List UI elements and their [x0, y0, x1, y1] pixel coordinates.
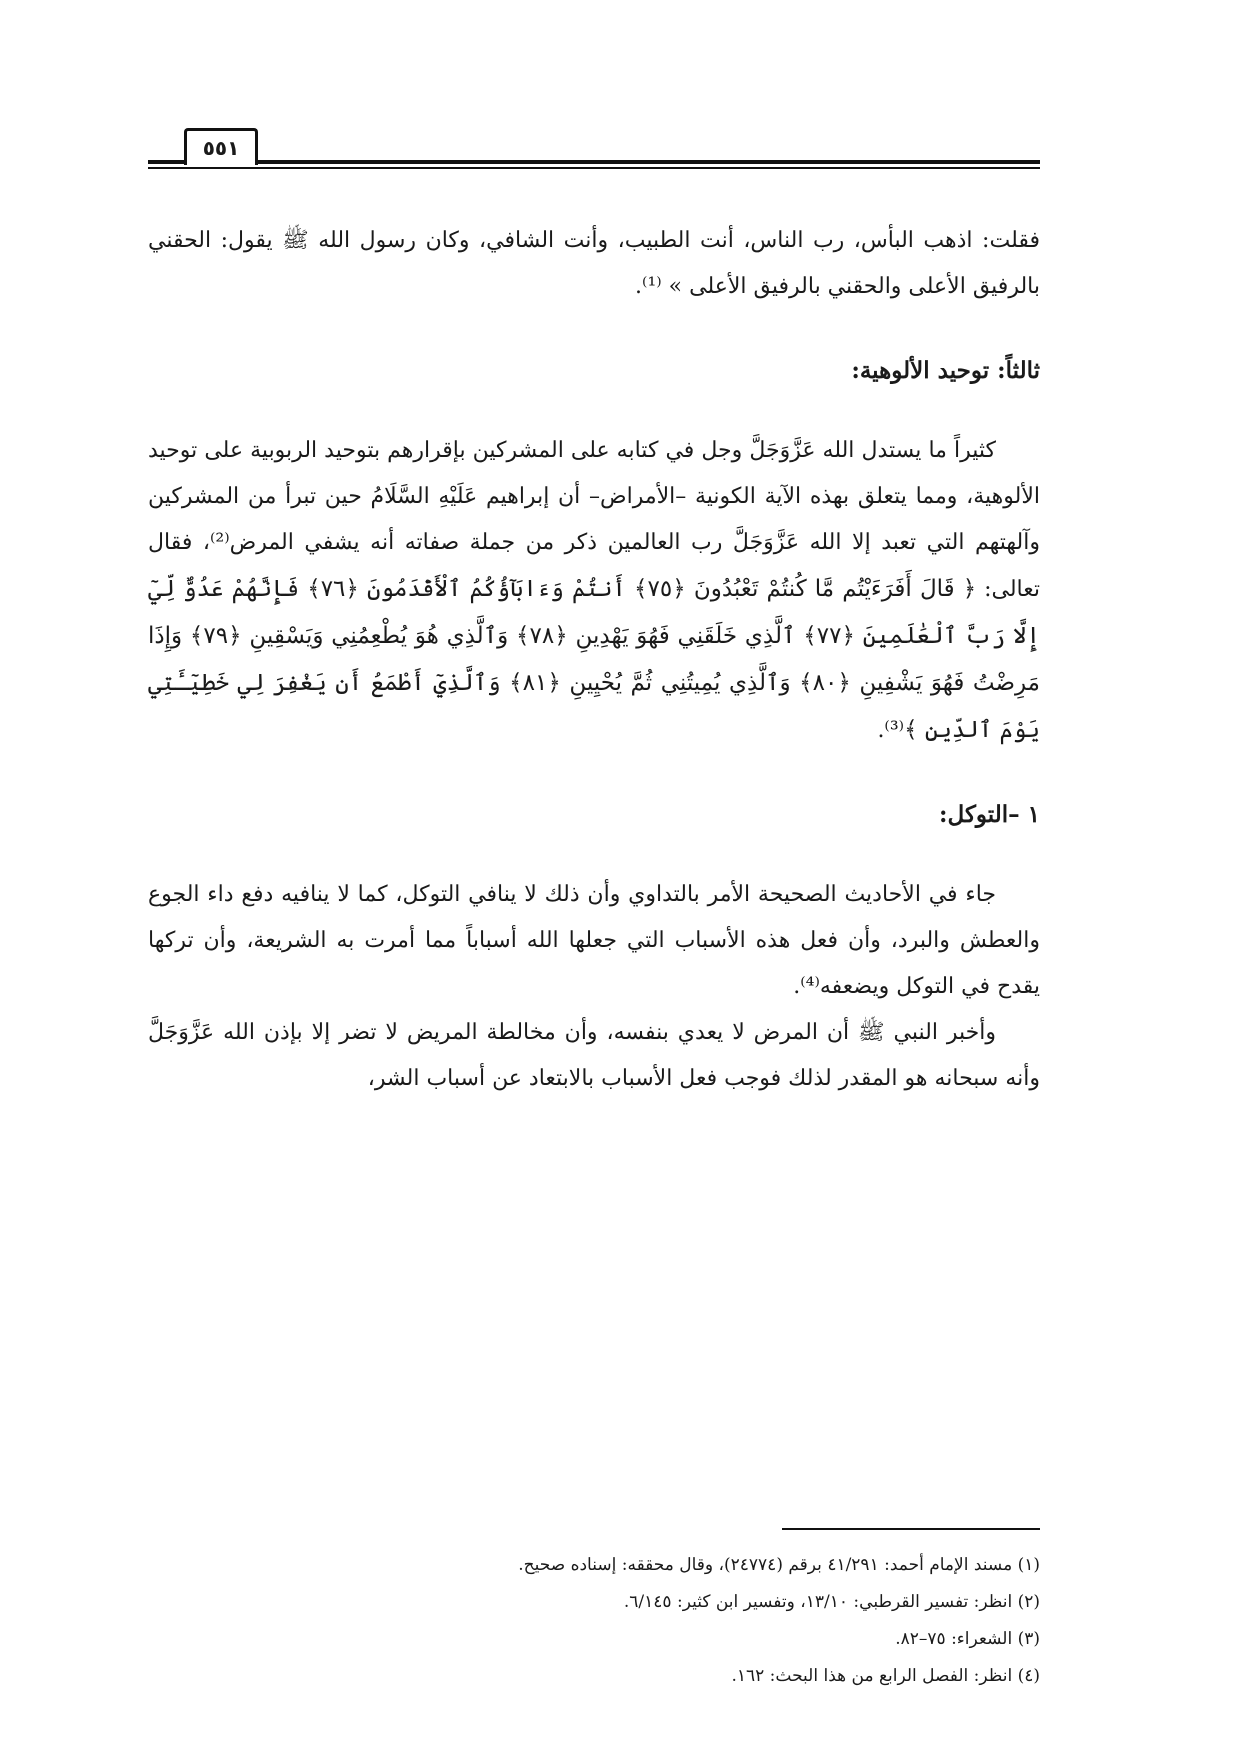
heading-tawakkul: ١ –التوكل: [939, 801, 1040, 828]
header-rule-thick [148, 160, 1040, 164]
paragraph-tawakkul: جاء في الأحاديث الصحيحة الأمر بالتداوي وأن ذلك لا ينافي التوكل، كما لا ينافيه دفع داء الجوع والعطش والبرد، وأن فعل هذه الأسباب التي جعلها الله أسباباً مما أمرت به الشريعة، وأن تركها يقدح في التوكل ويضعفه⁽⁴⁾. [148, 882, 1040, 999]
heading-tawhid-uluhiyya: ثالثاً: توحيد الألوهية: [851, 357, 1040, 384]
footnote-ref-3: ⁽³⁾. [877, 718, 905, 743]
page-number: ٥٥١ [184, 128, 258, 165]
main-text [148, 218, 1040, 1102]
footnote-1: (١) مسند الإمام أحمد: ٤١/٢٩١ برقم (٢٤٧٧٤)، وقال محققه: إسناده صحيح. [518, 1555, 1040, 1575]
page-header [148, 128, 1040, 168]
footnote-3: (٣) الشعراء: ٧٥–٨٢. [895, 1629, 1040, 1649]
paragraph-contagion: وأخبر النبي ﷺ أن المرض لا يعدي بنفسه، وأن مخالطة المريض لا تضر إلا بإذن الله عَزَّوَجَلَّ وأنه سبحانه هو المقدر لذلك فوجب فعل الأسباب بالابتعاد عن أسباب الشر، [148, 1020, 1040, 1091]
footnote-2: (٢) انظر: تفسير القرطبي: ١٣/١٠، وتفسير ابن كثير: ٦/١٤٥. [623, 1592, 1040, 1612]
footnote-4: (٤) انظر: الفصل الرابع من هذا البحث: ١٦٢. [731, 1666, 1040, 1686]
quran-verses: ﴿ قَالَ أَفَرَءَيْتُم مَّا كُنتُمْ تَعْبُدُونَ ﴿٧٥﴾ أَنتُمْ وَءَابَآؤُكُمُ ٱلْأَقْدَمُونَ ﴿٧٦﴾ فَإِنَّهُمْ عَدُوٌّ لِّيٓ إِلَّا رَبَّ ٱلْعَٰلَمِينَ ﴿٧٧﴾ ٱلَّذِي خَلَقَنِي فَهُوَ يَهْدِينِ ﴿٧٨﴾ وَٱلَّذِي هُوَ يُطْعِمُنِي وَيَسْقِينِ ﴿٧٩﴾ وَإِذَا مَرِضْتُ فَهُوَ يَشْفِينِ ﴿٨٠﴾ وَٱلَّذِي يُمِيتُنِي ثُمَّ يُحْيِينِ ﴿٨١﴾ وَٱلَّذِيٓ أَطْمَعُ أَن يَغْفِرَ لِي خَطِيٓـَٔتِي يَوْمَ ٱلدِّينِ ﴾ [148, 576, 1041, 743]
paragraph-hadith-end: فقلت: اذهب البأس، رب الناس، أنت الطبيب، وأنت الشافي، وكان رسول الله ﷺ يقول: الحقني بالرفيق الأعلى والحقني بالرفيق الأعلى » ⁽¹⁾. [148, 228, 1040, 299]
paragraph-uluhiyya-text: كثيراً ما يستدل الله عَزَّوَجَلَّ وجل في كتابه على المشركين بإقرارهم بتوحيد الربوبية على توحيد الألوهية، ومما يتعلق بهذه الآية الكونية –الأمراض– أن إبراهيم عَلَيْهِ السَّلَامُ حين تبرأ من المشركين وآلهتهم التي تعبد إلا الله عَزَّوَجَلَّ رب العالمين ذكر من جملة صفاته أنه يشفي المرض⁽²⁾، فقال تعالى: [148, 438, 1040, 602]
footnotes [148, 1547, 1040, 1695]
footnote-separator [782, 1528, 1040, 1530]
paragraph-uluhiyya [148, 428, 1040, 754]
header-rule-thin [148, 167, 1040, 169]
